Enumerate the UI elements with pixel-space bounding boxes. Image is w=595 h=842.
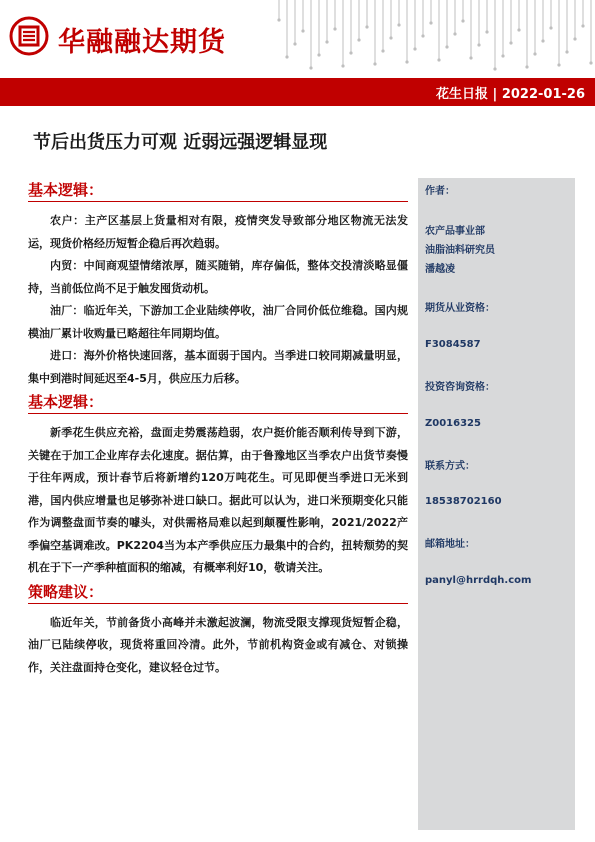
huarong-logo-icon <box>9 16 49 56</box>
section-heading: 基本逻辑： <box>28 180 408 202</box>
report-tag: 花生日报 | 2022-01-26 <box>436 87 585 102</box>
qualification-number: F3084587 <box>425 339 481 350</box>
paragraph-imports: 进口：海外价格快速回落，基本面弱于国内。当季进口较同期减量明显，集中到港时间延迟至4-5月，供应压力后移。 <box>28 349 408 385</box>
decor-dot <box>317 53 320 56</box>
decor-dot <box>301 29 304 32</box>
decor-dot <box>541 39 544 42</box>
contact-label: 联系方式： <box>425 461 475 472</box>
decor-dot <box>349 51 352 54</box>
page-header <box>0 0 595 78</box>
author-dept: 农产品事业部 <box>425 226 485 237</box>
decor-dot <box>325 40 328 43</box>
decor-dot <box>285 55 288 58</box>
company-name: 华融融达期货 <box>58 27 226 58</box>
decor-dot <box>437 58 440 61</box>
author-sidebar <box>418 178 575 830</box>
decor-dot <box>277 18 280 21</box>
section-heading: 策略建议： <box>28 582 408 604</box>
decor-dot <box>549 26 552 29</box>
paragraph-strategy: 临近年关，节前备货小高峰并未激起波澜，物流受限支撑现货短暂企稳，油厂已陆续停收，现货将重回冷清。此外，节前机构资金或有减仓、对锁操作，关注盘面持仓变化，建议轻仓过节。 <box>28 615 408 674</box>
decor-dot <box>445 45 448 48</box>
decor-dot <box>373 62 376 65</box>
section-basic-logic-2 <box>28 392 408 580</box>
paragraph-farmers: 农户：主产区基层上货量相对有限，疫情突发导致部分地区物流无法发运，现货价格经历短暂企稳后再次趋弱。 <box>28 214 408 250</box>
contact-phone: 18538702160 <box>425 496 502 507</box>
author-label: 作者： <box>425 186 455 197</box>
email-address[interactable]: panyl@hrrdqh.com <box>425 575 532 586</box>
decor-dot <box>589 61 592 64</box>
decor-dot <box>293 42 296 45</box>
decor-dot <box>405 60 408 63</box>
decor-dot <box>509 41 512 44</box>
decor-dot <box>333 27 336 30</box>
decor-dot <box>429 21 432 24</box>
decor-dot <box>421 34 424 37</box>
section-strategy <box>28 582 408 680</box>
decor-dot <box>389 36 392 39</box>
decor-dot <box>533 52 536 55</box>
decor-dot <box>341 64 344 67</box>
section-basic-logic-1 <box>28 180 408 390</box>
main-content <box>28 180 408 679</box>
investment-label: 投资咨询资格： <box>425 382 495 393</box>
paragraph-domestic-trade: 内贸：中间商观望情绪浓厚，随买随销，库存偏低，整体交投清淡略显僵持，当前低位尚不足于触发囤货动机。 <box>28 259 408 295</box>
email-label: 邮箱地址： <box>425 539 475 550</box>
decor-dot <box>501 54 504 57</box>
decor-dot <box>581 24 584 27</box>
decor-dot <box>453 32 456 35</box>
report-banner <box>0 78 595 106</box>
decor-dot <box>381 49 384 52</box>
paragraph-analysis: 新季花生供应充裕，盘面走势震荡趋弱，农户挺价能否顺利传导到下游，关键在于加工企业库存去化速度。据估算，由于鲁豫地区当季农户出货节奏慢于往年两成，预计春节后将新增约120万吨花生。可见即便当季进口无米到港，国内供应增量也足够弥补进口缺口。据此可以认为，进口米预期变化只能作为调整盘面节奏的噱头，对供需格局难以起到颠覆性影响，2021/2022产季偏空基调难改。PK2204当为本产季供应压力最集中的合约，扭转颓势的契机在于下一产季种植面积的缩减，有概率利好10，敬请关注。 <box>28 426 408 574</box>
decorative-bar-art <box>275 0 595 74</box>
decor-dot <box>461 19 464 22</box>
decor-dot <box>357 38 360 41</box>
section-heading: 基本逻辑： <box>28 392 408 414</box>
decor-dot <box>565 50 568 53</box>
decor-dot <box>397 23 400 26</box>
decor-dot <box>525 65 528 68</box>
author-name: 潘越凌 <box>425 264 455 275</box>
decor-dot <box>493 67 496 70</box>
decor-dot <box>557 63 560 66</box>
decor-dot <box>485 30 488 33</box>
author-institute: 油脂油料研究员 <box>425 245 495 256</box>
paragraph-oil-mills: 油厂：临近年关，下游加工企业陆续停收，油厂合同价低位维稳。国内规模油厂累计收购量已略超往年同期均值。 <box>28 304 408 340</box>
decor-dot <box>469 56 472 59</box>
decor-dot <box>477 43 480 46</box>
decor-dot <box>573 37 576 40</box>
decor-dot <box>365 25 368 28</box>
decor-dot <box>413 47 416 50</box>
page-title: 节后出货压力可观 近弱远强逻辑显现 <box>33 132 328 153</box>
investment-number: Z0016325 <box>425 418 481 429</box>
decor-dot <box>309 66 312 69</box>
decor-dot <box>517 28 520 31</box>
qualification-label: 期货从业资格： <box>425 303 495 314</box>
